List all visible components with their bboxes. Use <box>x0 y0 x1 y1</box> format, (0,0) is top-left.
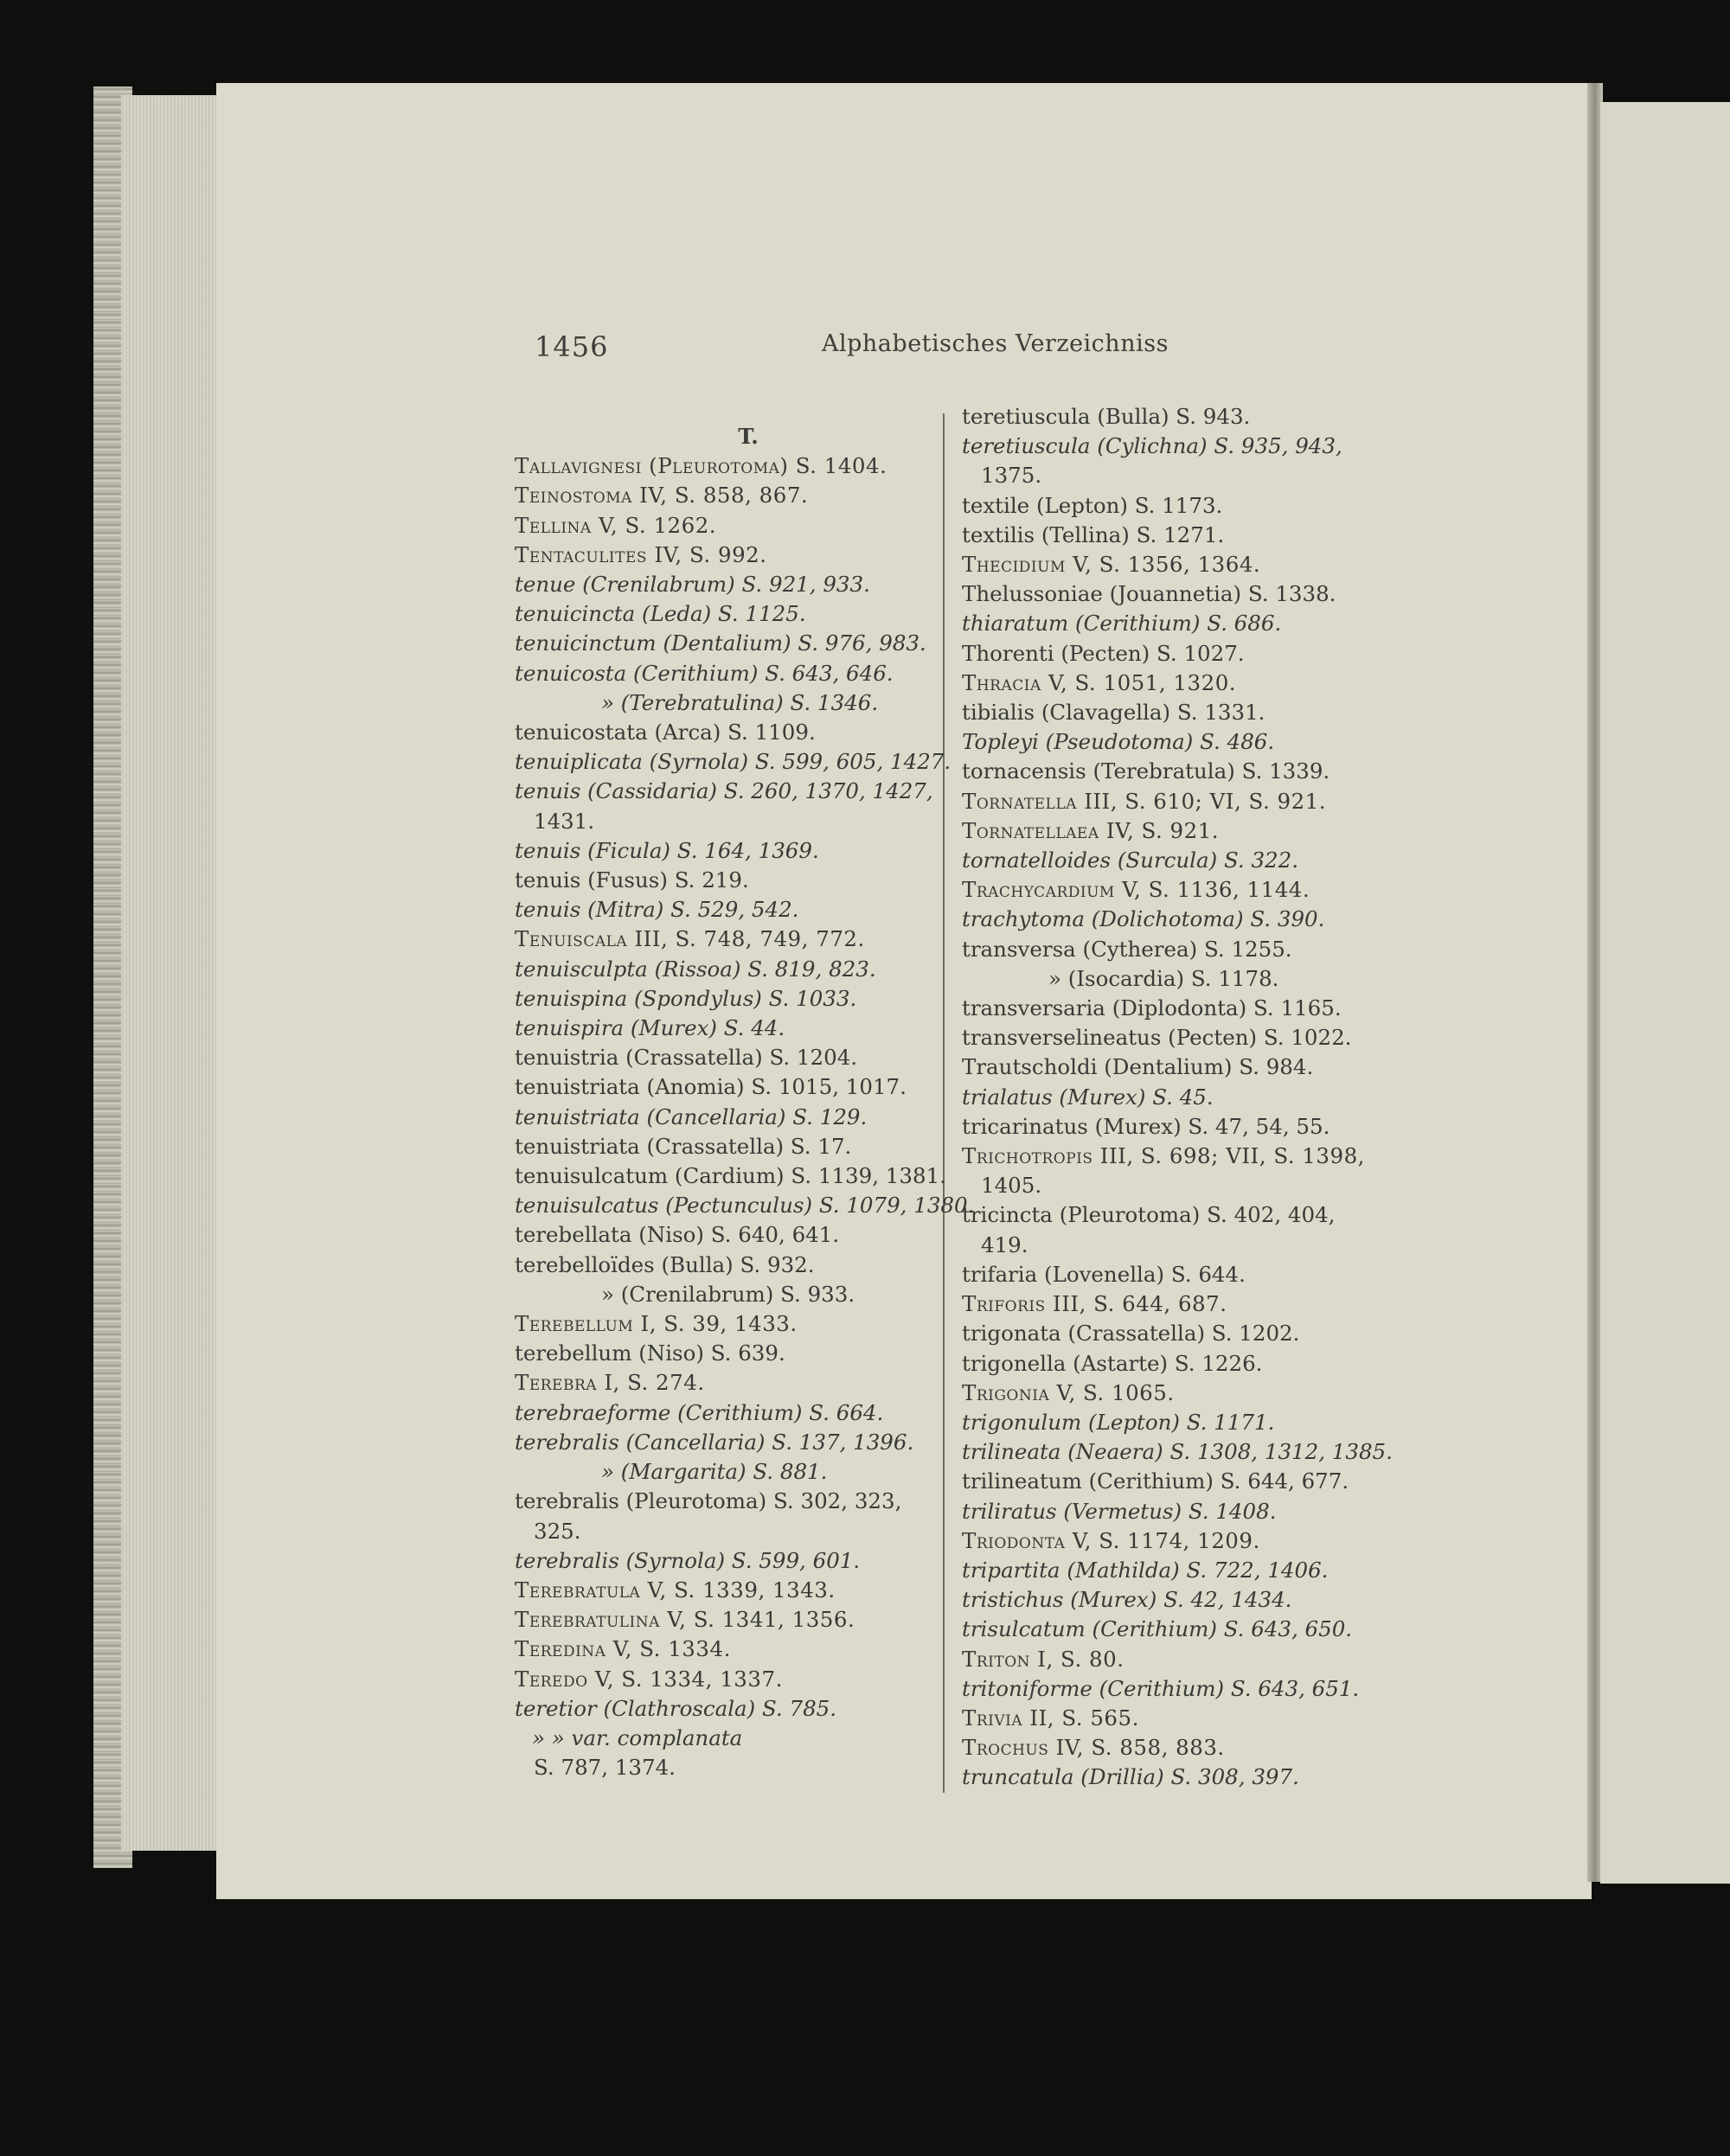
index-entry: tornacensis (Terebratula) S. 1339. <box>962 758 1330 784</box>
index-entry: terebralis (Cancellaria) S. 137, 1396. <box>515 1429 914 1455</box>
index-entry: transversa (Cytherea) S. 1255. <box>962 936 1292 962</box>
index-entry: Topleyi (Pseudotoma) S. 486. <box>962 729 1275 755</box>
index-column-right <box>962 402 1412 1793</box>
index-entry: thiaratum (Cerithium) S. 686. <box>962 611 1282 637</box>
index-entry: Thorenti (Pecten) S. 1027. <box>962 640 1245 666</box>
index-entry: » (Isocardia) S. 1178. <box>1048 965 1279 991</box>
index-entry: Trigonia V, S. 1065. <box>962 1379 1175 1405</box>
index-entry: tenuis (Mitra) S. 529, 542. <box>515 897 799 923</box>
index-entry: Tornatella III, S. 610; VI, S. 921. <box>962 788 1327 814</box>
index-entry: Terebratulina V, S. 1341, 1356. <box>515 1607 855 1633</box>
index-entry: » » var. complanata <box>532 1724 743 1750</box>
index-entry: Trichotropis III, S. 698; VII, S. 1398, <box>962 1143 1365 1169</box>
index-entry: Thracia V, S. 1051, 1320. <box>962 669 1237 695</box>
index-entry-continuation: 419. <box>981 1232 1028 1257</box>
index-entry: tenuisculpta (Rissoa) S. 819, 823. <box>515 956 876 982</box>
index-entry: tenuis (Fusus) S. 219. <box>515 867 749 893</box>
index-entry: Terebellum I, S. 39, 1433. <box>515 1311 798 1337</box>
index-entry: Teredina V, S. 1334. <box>515 1636 731 1662</box>
index-entry: Trivia II, S. 565. <box>962 1705 1139 1731</box>
index-entry: terebelloïdes (Bulla) S. 932. <box>515 1251 815 1277</box>
index-entry: Thecidium V, S. 1356, 1364. <box>962 552 1261 578</box>
index-entry-continuation: 325. <box>534 1518 581 1544</box>
index-entry: tenuistria (Crassatella) S. 1204. <box>515 1045 858 1071</box>
index-entry: tenuispira (Murex) S. 44. <box>515 1015 785 1041</box>
index-entry: tenue (Crenilabrum) S. 921, 933. <box>515 572 870 597</box>
index-entry: Teinostoma IV, S. 858, 867. <box>515 483 809 509</box>
index-entry: Trautscholdi (Dentalium) S. 984. <box>962 1054 1314 1080</box>
index-entry-continuation: 1405. <box>981 1173 1042 1199</box>
index-entry: truncatula (Drillia) S. 308, 397. <box>962 1764 1299 1790</box>
page-number: 1456 <box>535 330 609 363</box>
running-title: Alphabetisches Verzeichniss <box>822 330 1169 357</box>
index-entry: terebralis (Pleurotoma) S. 302, 323, <box>515 1488 902 1514</box>
index-entry: Tentaculites IV, S. 992. <box>515 541 767 567</box>
index-entry: Triforis III, S. 644, 687. <box>962 1291 1227 1317</box>
index-entry: tornatelloides (Surcula) S. 322. <box>962 848 1298 873</box>
index-entry: Tornatellaea IV, S. 921. <box>962 817 1220 843</box>
index-entry-continuation: 1431. <box>534 808 595 834</box>
index-entry: » (Margarita) S. 881. <box>601 1459 828 1485</box>
index-entry: tenuicinctum (Dentalium) S. 976, 983. <box>515 630 926 656</box>
index-entry: trigonata (Crassatella) S. 1202. <box>962 1321 1300 1347</box>
facing-page-edge <box>1600 102 1730 1884</box>
index-entry: trachytoma (Dolichotoma) S. 390. <box>962 906 1325 932</box>
index-entry: trilineatum (Cerithium) S. 644, 677. <box>962 1468 1349 1494</box>
index-entry: tenuicincta (Leda) S. 1125. <box>515 601 806 627</box>
index-entry: textilis (Tellina) S. 1271. <box>962 521 1225 547</box>
index-entry: Triodonta V, S. 1174, 1209. <box>962 1527 1260 1553</box>
index-entry-continuation: 1375. <box>981 463 1042 489</box>
index-entry: Tellina V, S. 1262. <box>515 512 717 538</box>
index-entry: trifaria (Lovenella) S. 644. <box>962 1261 1246 1287</box>
index-entry: Triton I, S. 80. <box>962 1646 1124 1672</box>
index-entry: Trachycardium V, S. 1136, 1144. <box>962 877 1310 903</box>
index-entry: trigonella (Astarte) S. 1226. <box>962 1350 1263 1376</box>
section-letter: T. <box>738 424 759 449</box>
index-entry: tenuisulcatus (Pectunculus) S. 1079, 1380. <box>515 1193 975 1219</box>
index-entry-continuation: S. 787, 1374. <box>534 1755 676 1781</box>
index-entry: Terebra I, S. 274. <box>515 1370 705 1396</box>
index-entry: trisulcatum (Cerithium) S. 643, 650. <box>962 1616 1353 1642</box>
index-entry: tricincta (Pleurotoma) S. 402, 404, <box>962 1202 1336 1228</box>
index-entry: Teredo V, S. 1334, 1337. <box>515 1666 783 1692</box>
index-entry: tenuistriata (Anomia) S. 1015, 1017. <box>515 1074 907 1100</box>
index-entry: tenuicostata (Arca) S. 1109. <box>515 720 816 745</box>
index-entry: tricarinatus (Murex) S. 47, 54, 55. <box>962 1113 1330 1139</box>
index-entry: tristichus (Murex) S. 42, 1434. <box>962 1587 1292 1613</box>
index-entry: tenuicosta (Cerithium) S. 643, 646. <box>515 660 894 686</box>
index-entry: tibialis (Clavagella) S. 1331. <box>962 700 1265 726</box>
index-entry: tenuis (Cassidaria) S. 260, 1370, 1427, <box>515 778 933 804</box>
index-entry: Tenuiscala III, S. 748, 749, 772. <box>515 926 865 952</box>
index-entry: » (Terebratulina) S. 1346. <box>601 689 879 715</box>
index-entry: tenuispina (Spondylus) S. 1033. <box>515 985 857 1011</box>
index-entry: tenuis (Ficula) S. 164, 1369. <box>515 837 819 863</box>
index-entry: teretiuscula (Cylichna) S. 935, 943, <box>962 433 1342 459</box>
index-entry: teretior (Clathroscala) S. 785. <box>515 1695 837 1721</box>
index-entry: tenuistriata (Cancellaria) S. 129. <box>515 1104 868 1129</box>
index-entry: triliratus (Vermetus) S. 1408. <box>962 1498 1277 1524</box>
index-entry: » (Crenilabrum) S. 933. <box>601 1281 855 1307</box>
index-entry: tenuiplicata (Syrnola) S. 599, 605, 1427. <box>515 749 952 775</box>
index-entry: Trochus IV, S. 858, 883. <box>962 1735 1225 1761</box>
index-entry: tripartita (Mathilda) S. 722, 1406. <box>962 1557 1329 1583</box>
index-entry: transverselineatus (Pecten) S. 1022. <box>962 1025 1352 1051</box>
index-entry: transversaria (Diplodonta) S. 1165. <box>962 995 1342 1021</box>
index-entry: tenuistriata (Crassatella) S. 17. <box>515 1133 852 1159</box>
index-entry: tritoniforme (Cerithium) S. 643, 651. <box>962 1675 1360 1701</box>
index-entry: trialatus (Murex) S. 45. <box>962 1084 1214 1110</box>
index-entry: tenuisulcatum (Cardium) S. 1139, 1381. <box>515 1163 946 1189</box>
index-entry: trilineata (Neaera) S. 1308, 1312, 1385. <box>962 1439 1393 1465</box>
index-column-left <box>515 422 975 1782</box>
index-entry: terebellata (Niso) S. 640, 641. <box>515 1222 840 1248</box>
index-entry: teretiuscula (Bulla) S. 943. <box>962 404 1251 429</box>
index-entry: textile (Lepton) S. 1173. <box>962 492 1223 518</box>
index-entry: Thelussoniae (Jouannetia) S. 1338. <box>962 581 1336 607</box>
index-entry: terebralis (Syrnola) S. 599, 601. <box>515 1547 861 1573</box>
index-entry: terebellum (Niso) S. 639. <box>515 1340 785 1366</box>
index-entry: Terebratula V, S. 1339, 1343. <box>515 1577 836 1603</box>
index-entry: trigonulum (Lepton) S. 1171. <box>962 1409 1275 1435</box>
index-entry: terebraeforme (Cerithium) S. 664. <box>515 1399 884 1425</box>
index-entry: Tallavignesi (Pleurotoma) S. 1404. <box>515 453 887 479</box>
